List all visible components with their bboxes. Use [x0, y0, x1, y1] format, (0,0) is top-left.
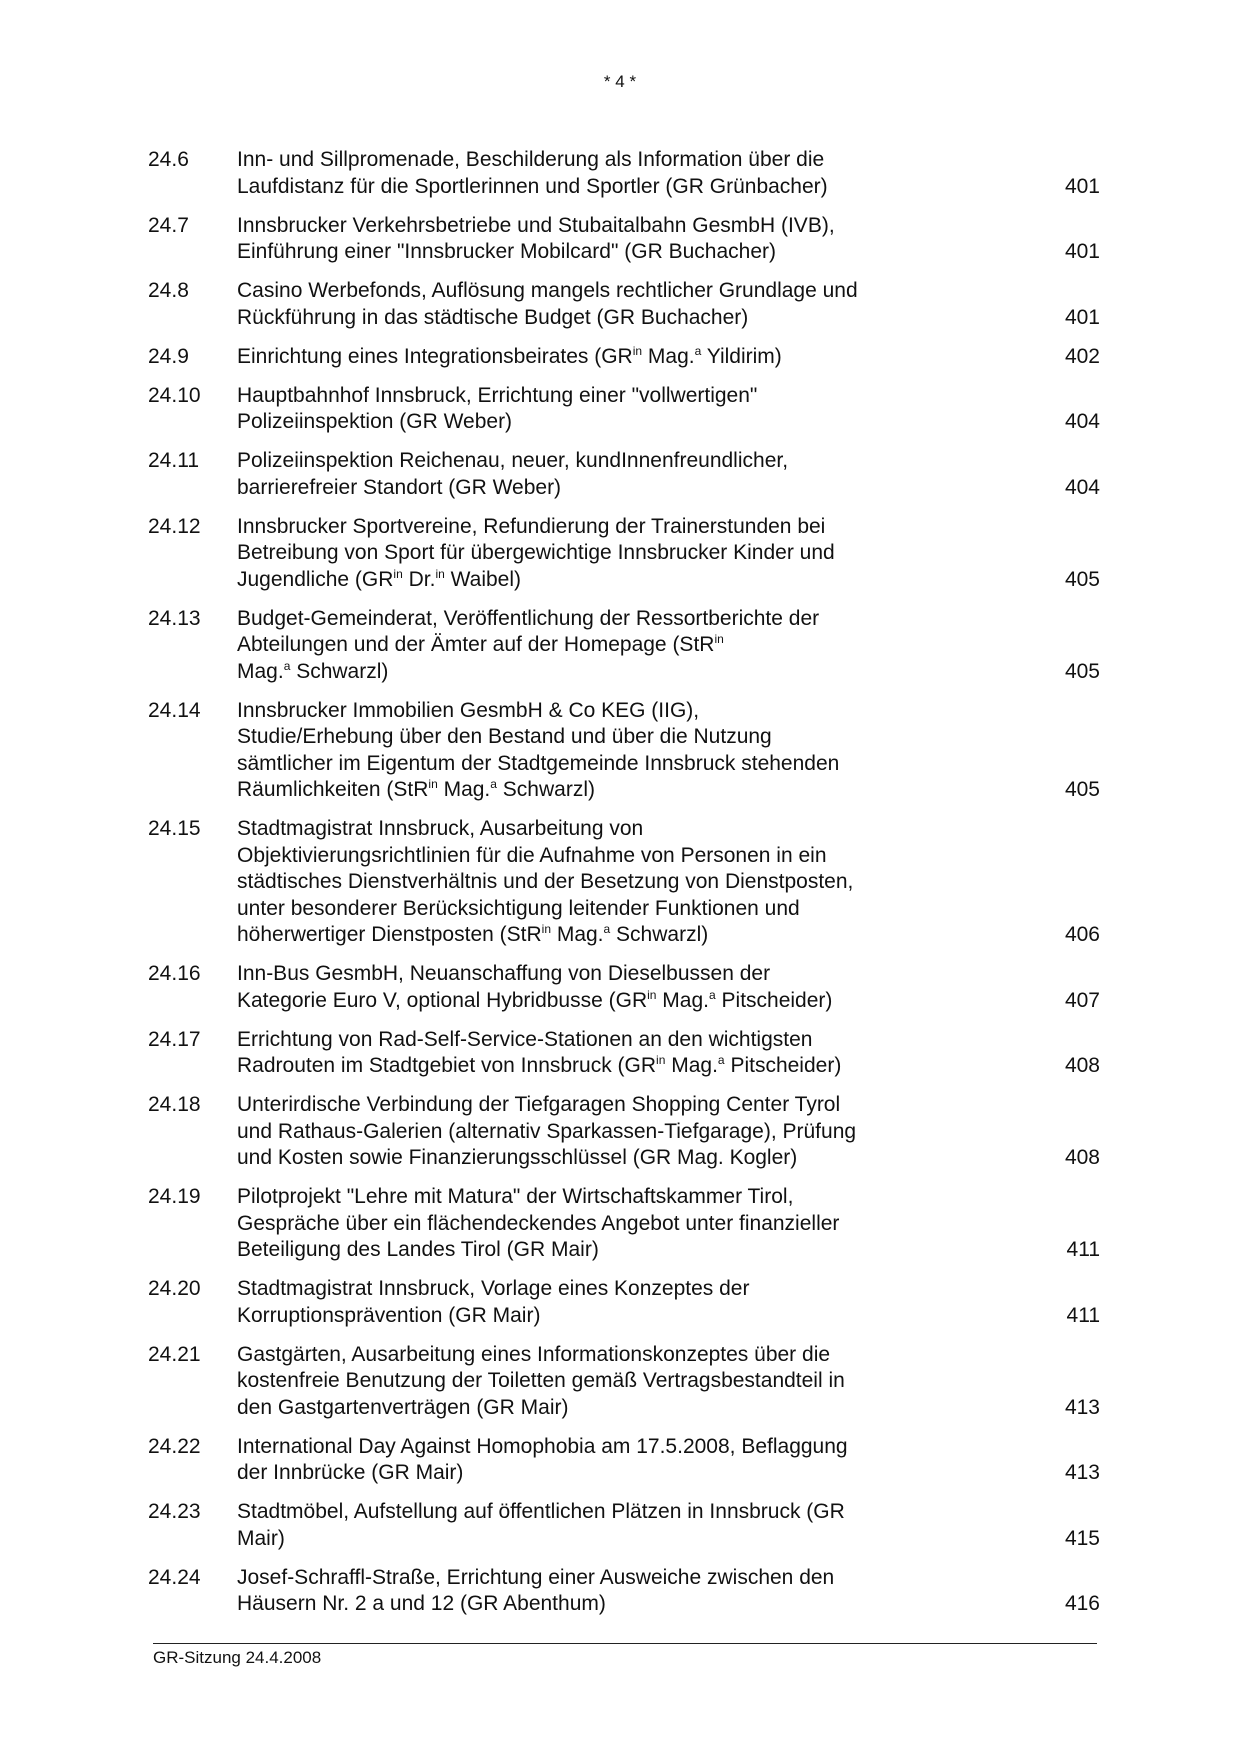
toc-entry-page-number: 401: [1064, 305, 1100, 329]
toc-entry-title: [237, 1092, 937, 1172]
toc-entry-number: 24.11: [148, 449, 199, 472]
toc-entry-line: Häusern Nr. 2 a und 12 (GR Abenthum): [237, 1592, 606, 1615]
toc-entry-line: Innsbrucker Sportvereine, Refundierung der Trainerstunden bei: [237, 514, 826, 538]
superscript-text: a: [283, 658, 291, 673]
toc-entry-number: 24.9: [148, 344, 189, 368]
toc-entry-line: Polizeiinspektion (GR Weber): [237, 410, 513, 433]
toc-entry-line: Mair): [237, 1526, 285, 1550]
toc-entry-line: Innsbrucker Verkehrsbetriebe und Stubaitalbahn GesmbH (IVB),: [237, 213, 835, 237]
toc-entry-number: 24.23: [148, 1500, 201, 1523]
toc-entry: [0, 344, 1240, 371]
toc-entry-page-number: 411: [1066, 1303, 1100, 1327]
toc-entry-number: 24.21: [148, 1342, 201, 1366]
toc-entry-page-number: 415: [1064, 1526, 1100, 1550]
toc-entry-line: Stadtmagistrat Innsbruck, Ausarbeitung von: [237, 817, 644, 840]
toc-entry-page-number: 404: [1064, 410, 1100, 433]
toc-entry-page-number: 402: [1064, 344, 1100, 368]
toc-entry: [0, 1184, 1240, 1264]
toc-entry-page-number: 401: [1064, 174, 1100, 198]
superscript-text: in: [647, 987, 657, 1002]
toc-entry-title: [237, 1276, 937, 1329]
text-run: Pitscheider): [715, 988, 833, 1012]
toc-entry-line: Inn-Bus GesmbH, Neuanschaffung von Dieselbussen der: [237, 962, 771, 985]
toc-entry-line: unter besonderer Berücksichtigung leitender Funktionen und: [237, 896, 800, 920]
toc-entry-page-number: 411: [1066, 1238, 1100, 1261]
toc-entry-page-number: 401: [1064, 240, 1100, 263]
superscript-text: in: [428, 777, 438, 791]
toc-entry-page-number: 404: [1064, 475, 1100, 499]
toc-entry-title: [237, 1342, 937, 1422]
toc-entry-title: [237, 383, 937, 436]
text-run: Mag.: [437, 778, 491, 801]
toc-entry: [0, 213, 1240, 266]
toc-entry-line: [237, 1053, 937, 1080]
toc-entry-number: 24.19: [148, 1185, 201, 1208]
toc-entry-line: [237, 988, 937, 1015]
toc-entry-line: der Innbrücke (GR Mair): [237, 1461, 464, 1484]
table-of-contents: [0, 147, 1240, 1630]
toc-entry-line: Polizeiinspektion Reichenau, neuer, kundInnenfreundlicher,: [237, 449, 789, 472]
toc-entry-page-number: 405: [1064, 778, 1100, 801]
toc-entry: [0, 278, 1240, 331]
superscript-text: in: [632, 343, 643, 358]
toc-entry: [0, 961, 1240, 1014]
toc-entry-line: Stadtmöbel, Aufstellung auf öffentlichen Plätzen in Innsbruck (GR: [237, 1500, 845, 1523]
toc-entry-line: Inn- und Sillpromenade, Beschilderung als Information über die: [237, 148, 825, 171]
toc-entry-line: [237, 567, 937, 594]
toc-entry-page-number: 406: [1064, 923, 1100, 946]
toc-entry-line: barrierefreier Standort (GR Weber): [237, 475, 562, 499]
toc-entry-title: [237, 1434, 937, 1487]
toc-entry-page-number: 405: [1064, 659, 1100, 683]
toc-entry-line: International Day Against Homophobia am 17.5.2008, Beflaggung: [237, 1434, 848, 1458]
toc-entry-line: Gastgärten, Ausarbeitung eines Informationskonzeptes über die: [237, 1342, 831, 1366]
toc-entry-number: 24.12: [148, 514, 201, 538]
toc-entry: [0, 1276, 1240, 1329]
text-run: Kategorie Euro V, optional Hybridbusse (GR: [237, 988, 648, 1012]
superscript-text: a: [717, 1053, 725, 1067]
text-run: Radrouten im Stadtgebiet von Innsbruck (GR: [237, 1054, 657, 1077]
toc-entry-page-number: 413: [1064, 1461, 1100, 1484]
toc-entry-number: 24.24: [148, 1565, 201, 1589]
toc-entry: [0, 698, 1240, 804]
toc-entry-number: 24.17: [148, 1027, 201, 1051]
text-run: Mag.: [656, 988, 709, 1012]
text-run: Schwarzl): [496, 778, 595, 801]
text-run: Jugendliche (GR: [237, 567, 394, 591]
text-run: Mag.: [237, 659, 284, 683]
toc-entry-number: 24.8: [148, 279, 189, 302]
page-number: * 4 *: [603, 72, 637, 91]
toc-entry: [0, 1027, 1240, 1080]
text-run: Yildirim): [701, 344, 782, 368]
text-run: Mag.: [642, 344, 695, 368]
superscript-text: a: [603, 922, 611, 936]
toc-entry-title: [237, 698, 937, 804]
toc-entry-line: Rückführung in das städtische Budget (GR Buchacher): [237, 305, 749, 329]
text-run: Mag.: [551, 923, 604, 946]
toc-entry-title: [237, 1499, 937, 1552]
toc-entry: [0, 514, 1240, 594]
toc-entry-page-number: 416: [1064, 1592, 1100, 1615]
toc-entry: [0, 1565, 1240, 1618]
toc-entry-line: Betreibung von Sport für übergewichtige Innsbrucker Kinder und: [237, 541, 835, 564]
toc-entry-page-number: 408: [1064, 1146, 1100, 1169]
toc-entry-number: 24.20: [148, 1277, 201, 1300]
toc-entry-line: Unterirdische Verbindung der Tiefgaragen Shopping Center Tyrol: [237, 1093, 841, 1116]
toc-entry-line: [237, 344, 937, 371]
toc-entry-line: Beteiligung des Landes Tirol (GR Mair): [237, 1238, 599, 1261]
toc-entry-line: städtisches Dienstverhältnis und der Besetzung von Dienstposten,: [237, 870, 854, 893]
text-run: höherwertiger Dienstposten (StR: [237, 923, 542, 946]
toc-entry-line: und Kosten sowie Finanzierungsschlüssel (GR Mag. Kogler): [237, 1146, 798, 1169]
toc-entry-page-number: 405: [1064, 567, 1100, 591]
toc-entry-number: 24.14: [148, 698, 201, 722]
toc-entry-line: Stadtmagistrat Innsbruck, Vorlage eines Konzeptes der: [237, 1277, 750, 1300]
superscript-text: in: [393, 566, 403, 581]
footer-rule: [153, 1643, 1097, 1644]
toc-entry: [0, 606, 1240, 686]
toc-entry-line: sämtlicher im Eigentum der Stadtgemeinde Innsbruck stehenden: [237, 751, 840, 775]
text-run: Räumlichkeiten (StR: [237, 778, 429, 801]
toc-entry-line: den Gastgartenverträgen (GR Mair): [237, 1395, 569, 1419]
toc-entry-line: [237, 777, 937, 804]
toc-entry-title: [237, 147, 937, 200]
toc-entry-line: Objektivierungsrichtlinien für die Aufnahme von Personen in ein: [237, 843, 827, 867]
toc-entry-line: Pilotprojekt "Lehre mit Matura" der Wirtschaftskammer Tirol,: [237, 1185, 794, 1208]
footer-text: GR-Sitzung 24.4.2008: [153, 1648, 322, 1667]
toc-entry-page-number: 407: [1064, 988, 1100, 1012]
toc-entry-line: [237, 659, 937, 686]
toc-entry-title: [237, 606, 937, 686]
toc-entry-line: [237, 922, 937, 949]
toc-entry-title: [237, 278, 937, 331]
toc-entry-line: Gespräche über ein flächendeckendes Angebot unter finanzieller: [237, 1211, 840, 1235]
text-run: Waibel): [444, 567, 522, 591]
toc-entry-line: Josef-Schraffl-Straße, Errichtung einer Ausweiche zwischen den: [237, 1565, 835, 1589]
toc-entry: [0, 448, 1240, 501]
toc-entry-number: 24.10: [148, 383, 201, 407]
toc-entry-line: Studie/Erhebung über den Bestand und über die Nutzung: [237, 725, 772, 748]
toc-entry-line: und Rathaus-Galerien (alternativ Sparkassen-Tiefgarage), Prüfung: [237, 1119, 857, 1143]
toc-entry-page-number: 413: [1064, 1395, 1100, 1419]
toc-entry-line: Errichtung von Rad-Self-Service-Stationen an den wichtigsten: [237, 1027, 813, 1051]
toc-entry-number: 24.15: [148, 817, 201, 840]
toc-entry: [0, 383, 1240, 436]
toc-entry-number: 24.22: [148, 1434, 201, 1458]
toc-entry-number: 24.18: [148, 1093, 201, 1116]
superscript-text: in: [541, 922, 551, 936]
toc-entry: [0, 816, 1240, 949]
toc-entry-line: Innsbrucker Immobilien GesmbH & Co KEG (IIG),: [237, 698, 700, 722]
toc-entry: [0, 1342, 1240, 1422]
superscript-text: a: [709, 987, 716, 1002]
text-run: Mag.: [665, 1054, 718, 1077]
toc-entry-title: [237, 213, 937, 266]
toc-entry-title: [237, 344, 937, 371]
text-run: Dr.: [402, 567, 436, 591]
text-run: Pitscheider): [724, 1054, 842, 1077]
toc-entry-title: [237, 961, 937, 1014]
toc-entry-title: [237, 1565, 937, 1618]
toc-entry-page-number: 408: [1064, 1054, 1100, 1077]
superscript-text: in: [714, 632, 724, 646]
superscript-text: a: [694, 343, 702, 358]
superscript-text: in: [656, 1053, 666, 1067]
text-run: Einrichtung eines Integrationsbeirates (GR: [237, 344, 633, 368]
text-run: Schwarzl): [290, 659, 389, 683]
toc-entry: [0, 1092, 1240, 1172]
toc-entry-title: [237, 1184, 937, 1264]
toc-entry: [0, 1434, 1240, 1487]
toc-entry-number: 24.16: [148, 962, 201, 985]
toc-entry-line: Casino Werbefonds, Auflösung mangels rechtlicher Grundlage und: [237, 279, 858, 302]
text-run: Schwarzl): [610, 923, 709, 946]
superscript-text: a: [490, 777, 497, 791]
text-run: Abteilungen und der Ämter auf der Homepage (StR: [237, 633, 715, 656]
toc-entry-line: Einführung einer "Innsbrucker Mobilcard" (GR Buchacher): [237, 240, 776, 263]
toc-entry-line: Korruptionsprävention (GR Mair): [237, 1303, 541, 1327]
toc-entry-line: [237, 632, 937, 659]
toc-entry-number: 24.13: [148, 606, 201, 630]
toc-entry-line: Hauptbahnhof Innsbruck, Errichtung einer "vollwertigen": [237, 383, 758, 407]
toc-entry: [0, 147, 1240, 200]
toc-entry-title: [237, 448, 937, 501]
toc-entry-title: [237, 1027, 937, 1080]
toc-entry-line: Budget-Gemeinderat, Veröffentlichung der Ressortberichte der: [237, 606, 820, 630]
superscript-text: in: [435, 566, 445, 581]
toc-entry-title: [237, 514, 937, 594]
toc-entry-line: kostenfreie Benutzung der Toiletten gemäß Vertragsbestandteil in: [237, 1369, 845, 1392]
toc-entry-line: Laufdistanz für die Sportlerinnen und Sportler (GR Grünbacher): [237, 174, 828, 198]
toc-entry-number: 24.6: [148, 148, 189, 171]
toc-entry-number: 24.7: [148, 213, 189, 237]
toc-entry-title: [237, 816, 937, 949]
toc-entry: [0, 1499, 1240, 1552]
